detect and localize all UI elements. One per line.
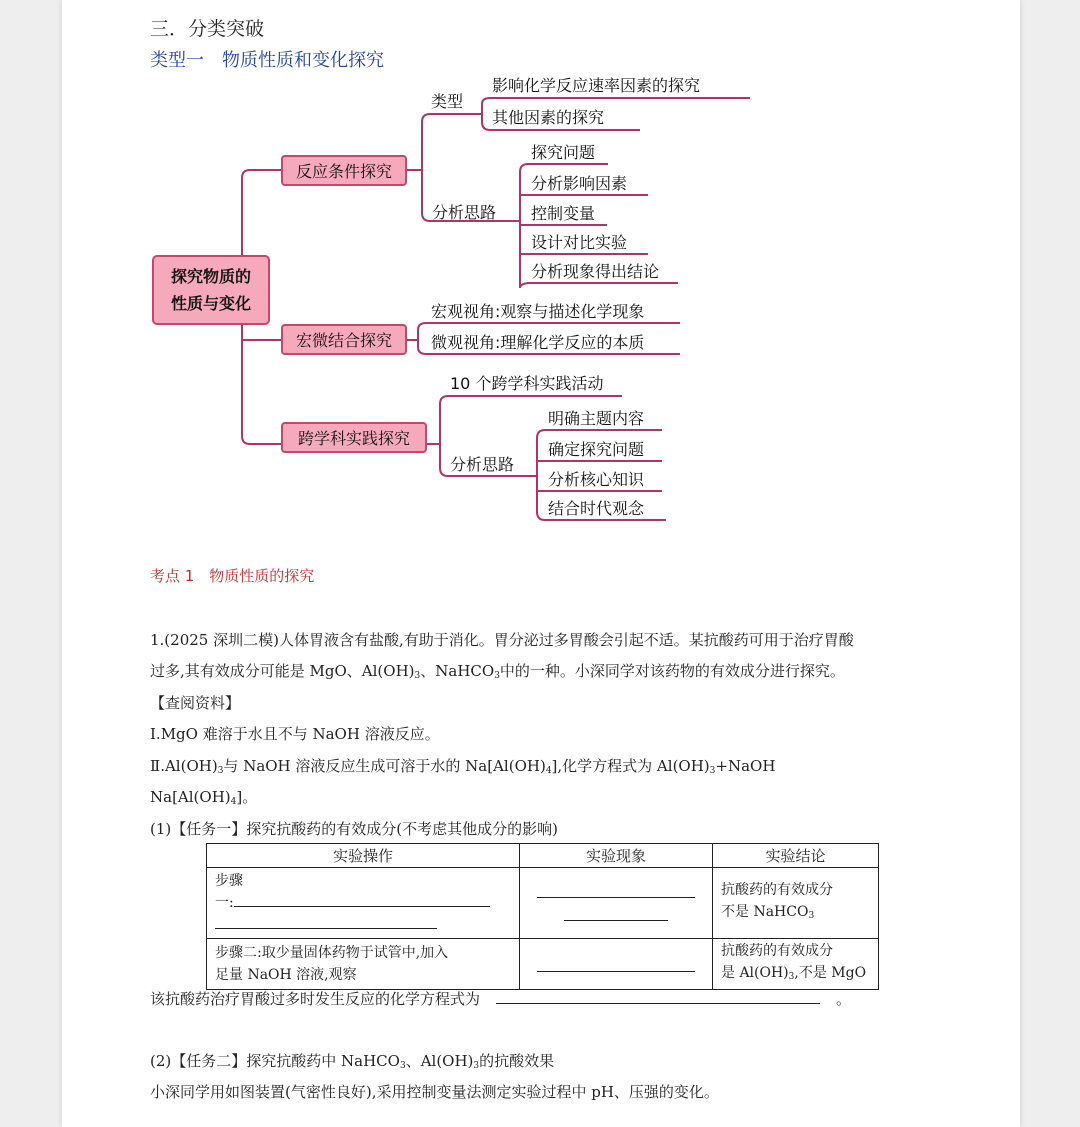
row1-operation-line2: 一:	[215, 895, 234, 911]
branch2-label: 宏微结合探究	[295, 331, 393, 350]
reference-item-1: Ⅰ.MgO 难溶于水且不与 NaOH 溶液反应。	[150, 725, 440, 743]
table-header: 实验操作	[207, 844, 520, 868]
table-header: 实验现象	[520, 844, 713, 868]
document-page	[62, 0, 1020, 1127]
row2-conclusion-line1: 抗酸药的有效成分	[721, 943, 833, 959]
equation-blank[interactable]	[496, 989, 820, 1004]
table-row	[207, 868, 879, 939]
connector-root-branch3	[242, 315, 282, 444]
branch3-analysis-item-4: 结合时代观念	[548, 499, 645, 518]
row1-conclusion-line1: 抗酸药的有效成分	[721, 882, 833, 898]
branch2-item-2: 微观视角:理解化学反应的本质	[431, 333, 645, 352]
branch1-analysis-item-4: 设计对比实验	[531, 233, 628, 252]
row2-phenomenon-blank[interactable]	[537, 953, 695, 972]
branch1-type-label: 类型	[431, 92, 464, 111]
table-row	[207, 939, 879, 990]
reference-title: 【查阅资料】	[150, 694, 241, 712]
branch1-analysis-item-2: 分析影响因素	[531, 174, 628, 193]
row1-operation-line1: 步骤	[215, 873, 243, 889]
reference-item-3: $Na[Al(OH)_4]$。	[150, 788, 258, 807]
equation-prompt: 该抗酸药治疗胃酸过多时发生反应的化学方程式为 。	[150, 990, 852, 1008]
branch1-analysis-item-5: 分析现象得出结论	[531, 262, 660, 281]
row1-operation-blank-2[interactable]	[215, 914, 437, 929]
task2-description: 小深同学用如图装置(气密性良好),采用控制变量法测定实验过程中 pH、压强的变化。	[150, 1083, 719, 1101]
branch1-type-item-2: 其他因素的探究	[492, 108, 605, 127]
row1-operation-blank-1[interactable]	[234, 906, 490, 907]
branch3-label: 跨学科实践探究	[297, 429, 411, 448]
row1-conclusion-line2: 不是 NaHCO$_3$	[721, 904, 815, 921]
row1-phenomenon-blank-1[interactable]	[537, 881, 695, 898]
mindmap	[62, 0, 1020, 540]
experiment-table	[206, 843, 879, 990]
row1-phenomenon-blank-2[interactable]	[564, 902, 668, 921]
branch1-analysis-item-3: 控制变量	[531, 204, 596, 223]
branch3-analysis-item-2: 确定探究问题	[548, 440, 645, 459]
branch3-analysis-item-1: 明确主题内容	[548, 409, 645, 428]
kaodian-heading: 考点 1 物质性质的探究	[150, 567, 315, 585]
root-label-line1: 探究物质的	[170, 267, 252, 286]
task1-heading: (1)【任务一】探究抗酸药的有效成分(不考虑其他成分的影响)	[150, 820, 558, 838]
row2-conclusion-line2: 是 $Al(OH)_3$,不是 MgO	[721, 965, 867, 982]
section-heading: 三．分类突破	[150, 18, 265, 40]
question-para-1b: 过多,其有效成分可能是 MgO、$Al(OH)_3$、NaHCO$_3$中的一种。小深同学对该药物的有效成分进行探究。	[150, 662, 845, 681]
row2-operation-line2: 足量 NaOH 溶液,观察	[215, 967, 357, 983]
row2-operation-line1: 步骤二:取少量固体药物于试管中,加入	[215, 945, 449, 961]
question-para-1a: 1.(2025 深圳二模)人体胃液含有盐酸,有助于消化。胃分泌过多胃酸会引起不适。某抗酸药可用于治疗胃酸	[150, 631, 854, 649]
branch1-analysis-label: 分析思路	[432, 203, 497, 222]
table-header-row	[207, 844, 879, 868]
table-header: 实验结论	[713, 844, 879, 868]
task2-heading: (2)【任务二】探究抗酸药中 NaHCO$_3$、$Al(OH)_3$的抗酸效果	[150, 1052, 555, 1071]
root-label-line2: 性质与变化	[170, 294, 252, 313]
branch3-analysis-item-3: 分析核心知识	[548, 470, 645, 489]
branch3-analysis-label: 分析思路	[450, 455, 515, 474]
reference-item-2: $Ⅱ.Al(OH)_3$与 NaOH 溶液反应生成可溶于水的 $Na[Al(OH)_4]$,化学方程式为 $Al(OH)_3+NaOH$	[150, 757, 776, 776]
branch1-analysis-item-1: 探究问题	[531, 143, 596, 162]
branch2-item-1: 宏观视角:观察与描述化学现象	[431, 302, 645, 321]
branch3-top-item: 10 个跨学科实践活动	[450, 374, 604, 393]
branch1-label: 反应条件探究	[295, 162, 393, 181]
branch1-type-item-1: 影响化学反应速率因素的探究	[492, 76, 701, 95]
type-heading: 类型一 物质性质和变化探究	[150, 50, 384, 71]
